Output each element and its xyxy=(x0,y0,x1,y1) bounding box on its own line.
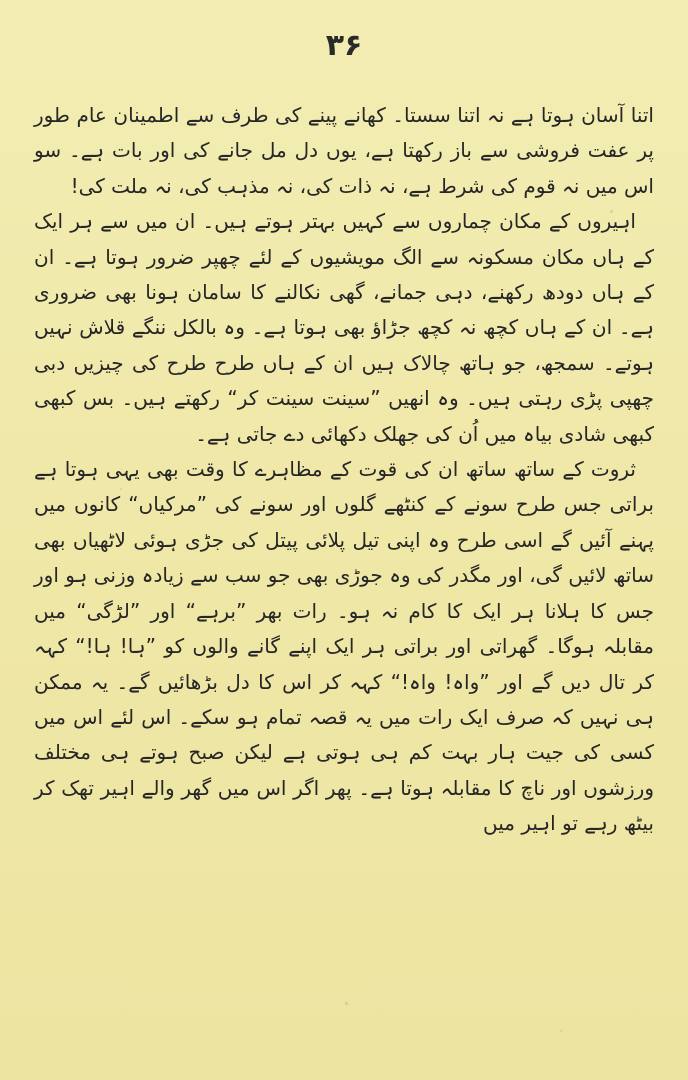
paragraph-2: اہیروں کے مکان چماروں سے کہیں بہتر ہوتے ہیں۔ ان میں سے ہر ایک کے ہاں مکان مسکونہ سے الگ مویشیوں کے لئے چھپر ضرور ہوتا ہے۔ ان کے ہاں دودھ رکھنے، دہی جمانے، گھی نکالنے کا سامان ہونا بھی ضروری ہے۔ ان کے ہاں کچھ نہ کچھ جڑاؤ بھی ہوتا ہے۔ وہ بالکل ننگے قلاش نہیں ہوتے۔ سمجھ، جو ہاتھ چالاک ہیں ان کے ہاں طرح طرح کی چیزیں دبی چھپی پڑی رہتی ہیں۔ وہ انھیں ”سینت سینت کر“ رکھتے ہیں۔ بس کبھی کبھی شادی بیاہ میں اُن کی جھلک دکھائی دے جاتی ہے۔ xyxy=(34,209,654,446)
body-text xyxy=(34,98,654,842)
paragraph-3: ثروت کے ساتھ ساتھ ان کی قوت کے مظاہرے کا وقت بھی یہی ہوتا ہے براتی جس طرح سونے کے کنٹھے گلوں اور سونے کی ”مرکیاں“ کانوں میں پہنے آئیں گے اسی طرح وہ اپنی تیل پلائی پیتل کی جڑی ہوئی لاٹھیاں بھی ساتھ لائیں گی، اور مگدر کی وہ جوڑی بھی جو سب سے زیادہ وزنی ہو اور جس کا ہلانا ہر ایک کا کام نہ ہو۔ رات بھر ”برہے“ اور ”لڑگی“ میں مقابلہ ہوگا۔ گھراتی اور براتی ہر ایک اپنے گانے والوں کو ”ہا! ہا!“ کہہ کر تال دیں گے اور ”واہ! واہ!“ کہہ کر اس کا دل بڑھائیں گے۔ یہ ممکن ہی نہیں کہ صرف ایک رات میں یہ قصہ تمام ہو سکے۔ اس لئے اس میں کسی کی جیت ہار بہت کم ہی ہوتی ہے لیکن صبح ہوتے ہی مختلف ورزشوں اور ناچ کا مقابلہ ہوتا ہے۔ پھر اگر اس میں گھر والے اہیر تھک کر بیٹھ رہے تو اہیر میں xyxy=(34,457,654,836)
paper-speck xyxy=(560,1030,562,1032)
paper-speck xyxy=(345,1002,348,1005)
paragraph-1: اتنا آسان ہوتا ہے نہ اتنا سستا۔ کھانے پینے کی طرف سے اطمینان عام طور پر عفت فروشی سے باز رکھتا ہے، یوں دل مل جانے کی اور بات ہے۔ سو اس میں نہ قوم کی شرط ہے، نہ ذات کی، نہ مذہب کی، نہ ملت کی! xyxy=(34,103,654,198)
page-number: ۳۶ xyxy=(325,28,363,63)
